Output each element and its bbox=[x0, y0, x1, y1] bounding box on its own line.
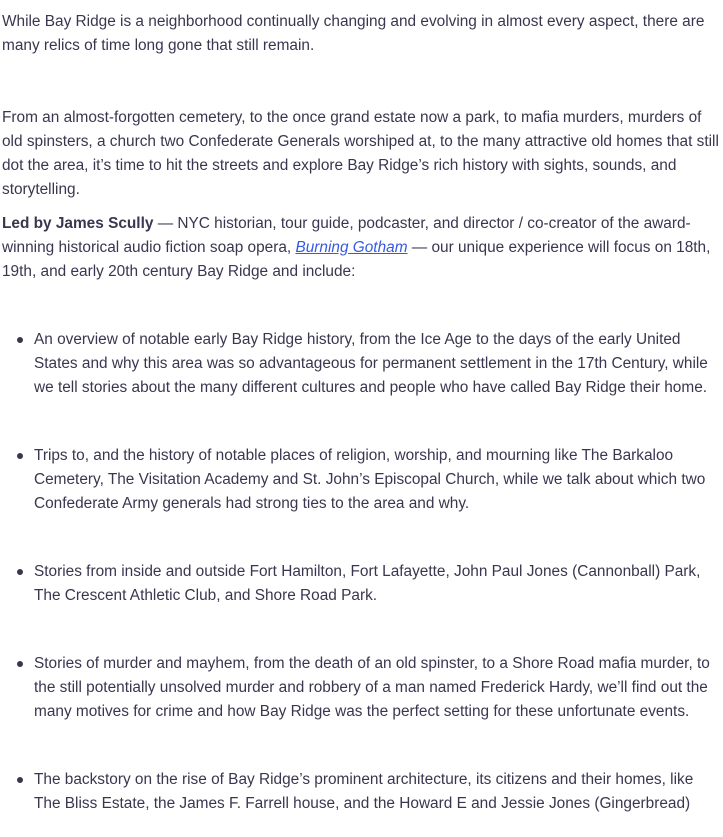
bullet-icon bbox=[17, 337, 23, 343]
guide-name: Led by James Scully bbox=[2, 215, 154, 232]
list-item-text: Stories of murder and mayhem, from the death of an old spinster, to a Shore Road mafia murder, to the still potentially unsolved murder and robbery of a man named Frederick Hardy, we’ll find out the many motives for crime and how Bay Ridge was the perfect setting for these unfortunate events. bbox=[34, 655, 710, 720]
guide-paragraph bbox=[2, 212, 722, 284]
bullet-icon bbox=[17, 777, 23, 783]
burning-gotham-link[interactable]: Burning Gotham bbox=[295, 239, 408, 256]
list-item-text: An overview of notable early Bay Ridge history, from the Ice Age to the days of the early United States and why this area was so advantageous for permanent settlement in the 17th Century, while we tell stories about the many different cultures and people who have called Bay Ridge their home. bbox=[34, 331, 708, 396]
list-item bbox=[2, 328, 723, 400]
list-item bbox=[2, 444, 723, 516]
overview-paragraph: From an almost-forgotten cemetery, to the once grand estate now a park, to mafia murders, murders of old spinsters, a church two Confederate Generals worshiped at, to the many attractive old homes that still dot the area, it’s time to hit the streets and explore Bay Ridge’s rich history with sights, sounds, and storytelling. bbox=[2, 109, 719, 198]
bullet-icon bbox=[17, 569, 23, 575]
guide-focus-text: — our unique experience will focus on 18th, 19th, and early 20th century Bay Ridge and include: bbox=[2, 239, 711, 280]
bullet-icon bbox=[17, 453, 23, 459]
list-item bbox=[2, 768, 723, 816]
list-item-text: Stories from inside and outside Fort Hamilton, Fort Lafayette, John Paul Jones (Cannonball) Park, The Crescent Athletic Club, and Shore Road Park. bbox=[34, 563, 701, 604]
tour-highlights-list bbox=[2, 328, 723, 816]
list-item-text: The backstory on the rise of Bay Ridge’s prominent architecture, its citizens and their homes, like The Bliss Estate, the James F. Farrell house, and the Howard E and Jessie Jones (Gingerbread) bbox=[34, 771, 694, 812]
list-item bbox=[2, 652, 723, 724]
list-item-text: Trips to, and the history of notable places of religion, worship, and mourning like The Barkaloo Cemetery, The Visitation Academy and St. John’s Episcopal Church, while we talk about which two Confederate Army generals had strong ties to the area and why. bbox=[34, 447, 706, 512]
list-item bbox=[2, 560, 723, 608]
intro-paragraph: While Bay Ridge is a neighborhood continually changing and evolving in almost every aspect, there are many relics of time long gone that still remain. bbox=[2, 13, 705, 54]
guide-description: — NYC historian, tour guide, podcaster, and director / co-creator of the award-winning historical audio fiction soap opera, bbox=[2, 215, 691, 256]
bullet-icon bbox=[17, 661, 23, 667]
